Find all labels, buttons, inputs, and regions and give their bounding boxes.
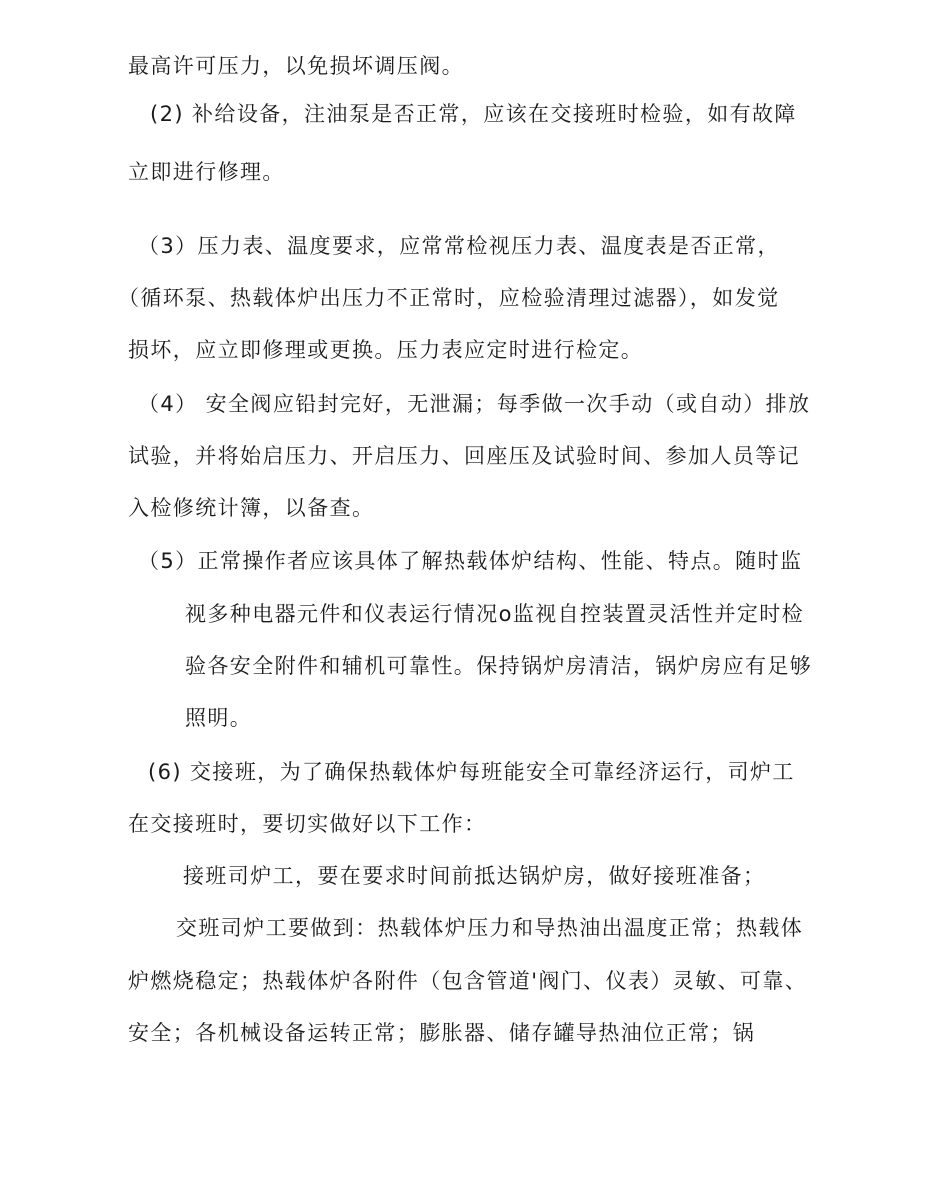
text-line: 最高许可压力，以免损坏调压阀。 [128, 54, 464, 78]
text-line: （3）压力表、温度要求，应常常检视压力表、温度表是否正常， [138, 234, 780, 258]
text-line: （循环泵、热载体炉出压力不正常时，应检验清理过滤器），如发觉 [118, 286, 780, 310]
text-line: 在交接班时，要切实做好以下工作： [128, 812, 487, 836]
text-line: 安全；各机械设备运转正常；膨胀器、储存罐导热油位正常；锅 [128, 1021, 756, 1045]
text-line: 视多种电器元件和仪表运行情况o监视自控装置灵活性并定时检 [185, 602, 805, 626]
text-line: (2) 补给设备，注油泵是否正常，应该在交接班时检验，如有故障 [150, 102, 797, 126]
text-line: （4） 安全阀应铅封完好，无泄漏；每季做一次手动（或自动）排放 [138, 392, 811, 416]
text-line: 入检修统计簿，以备查。 [128, 496, 375, 520]
text-line: （5）正常操作者应该具体了解热载体炉结构、性能、特点。随时监 [138, 549, 803, 573]
text-line: 接班司炉工，要在要求时间前抵达锅炉房，做好接班准备； [183, 864, 766, 888]
text-line: 照明。 [185, 706, 253, 730]
text-line: (6) 交接班，为了确保热载体炉每班能安全可靠经济运行，司炉工 [148, 760, 795, 784]
text-line: 试验，并将始启压力、开启压力、回座压及试验时间、参加人员等记 [128, 444, 800, 468]
text-line: 交班司炉工要做到：热载体炉压力和导热油出温度正常；热载体 [176, 916, 804, 940]
text-line: 炉燃烧稳定；热载体炉各附件（包含管道'阀门、仪表）灵敏、可靠、 [128, 969, 808, 993]
text-line: 验各安全附件和辅机可靠性。保持锅炉房清洁，锅炉房应有足够 [185, 654, 813, 678]
text-line: 立即进行修理。 [128, 160, 285, 184]
text-line: 损坏，应立即修理或更换。压力表应定时进行检定。 [128, 338, 644, 362]
